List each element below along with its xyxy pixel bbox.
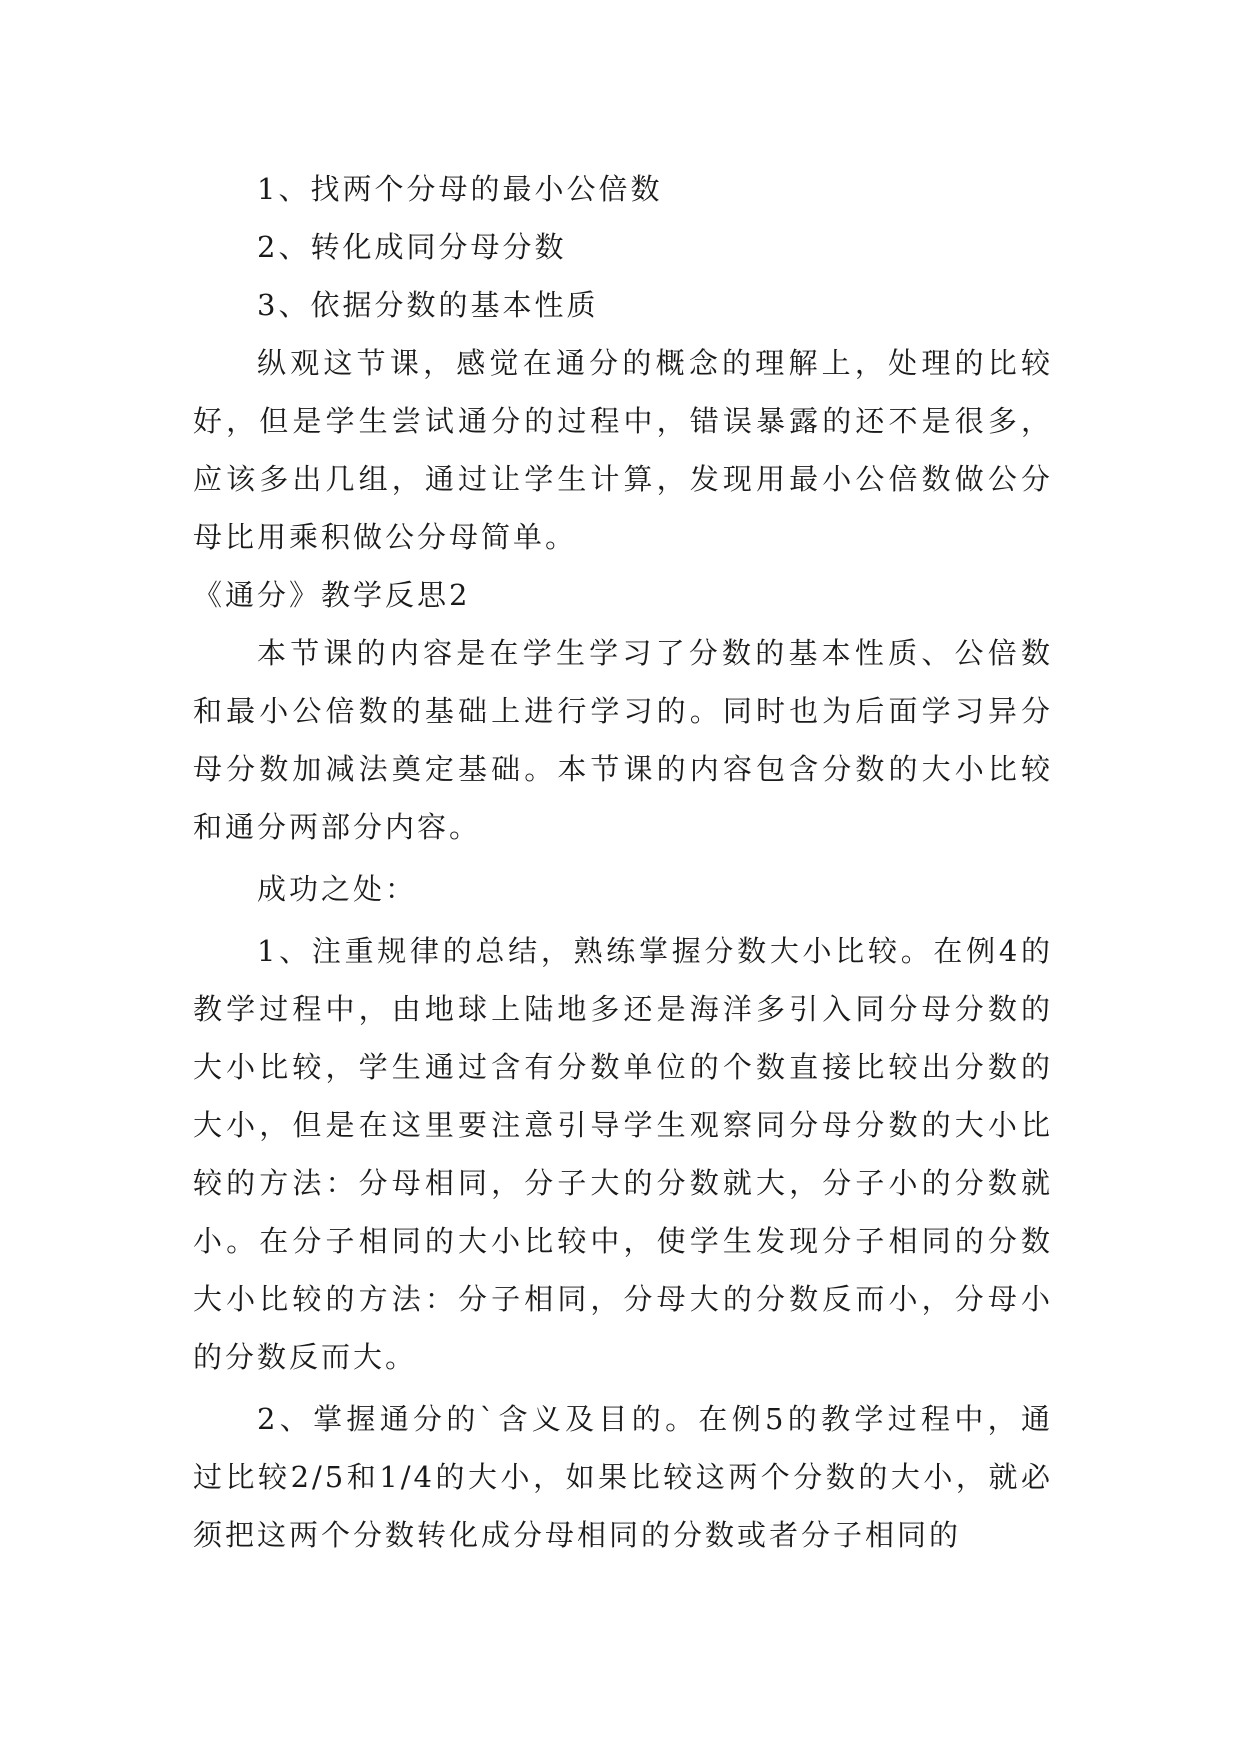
- section-heading: 《通分》教学反思2: [193, 578, 471, 612]
- step-item-1: 1、找两个分母的最小公倍数: [257, 172, 663, 206]
- success-label: 成功之处：: [257, 872, 418, 906]
- step-item-3: 3、依据分数的基本性质: [257, 288, 599, 322]
- step-item-2: 2、转化成同分母分数: [257, 230, 567, 264]
- point-paragraph-2: 2、掌握通分的`含义及目的。在例5的教学过程中，通过比较2/5和1/4的大小，如果比较这两个分数的大小，就必须把这两个分数转化成分母相同的分数或者分子相同的: [193, 1402, 1053, 1552]
- summary-paragraph: 纵观这节课，感觉在通分的概念的理解上，处理的比较好，但是学生尝试通分的过程中，错误暴露的还不是很多，应该多出几组，通过让学生计算，发现用最小公倍数做公分母比用乘积做公分母简单。: [193, 346, 1053, 554]
- document-body: [193, 160, 1053, 1564]
- point-paragraph-1: 1、注重规律的总结，熟练掌握分数大小比较。在例4的教学过程中，由地球上陆地多还是海洋多引入同分母分数的大小比较，学生通过含有分数单位的个数直接比较出分数的大小，但是在这里要注意引导学生观察同分母分数的大小比较的方法：分母相同，分子大的分数就大，分子小的分数就小。在分子相同的大小比较中，使学生发现分子相同的分数大小比较的方法：分子相同，分母大的分数反而小，分母小的分数反而大。: [193, 934, 1053, 1374]
- intro-paragraph: 本节课的内容是在学生学习了分数的基本性质、公倍数和最小公倍数的基础上进行学习的。同时也为后面学习异分母分数加减法奠定基础。本节课的内容包含分数的大小比较和通分两部分内容。: [193, 636, 1053, 844]
